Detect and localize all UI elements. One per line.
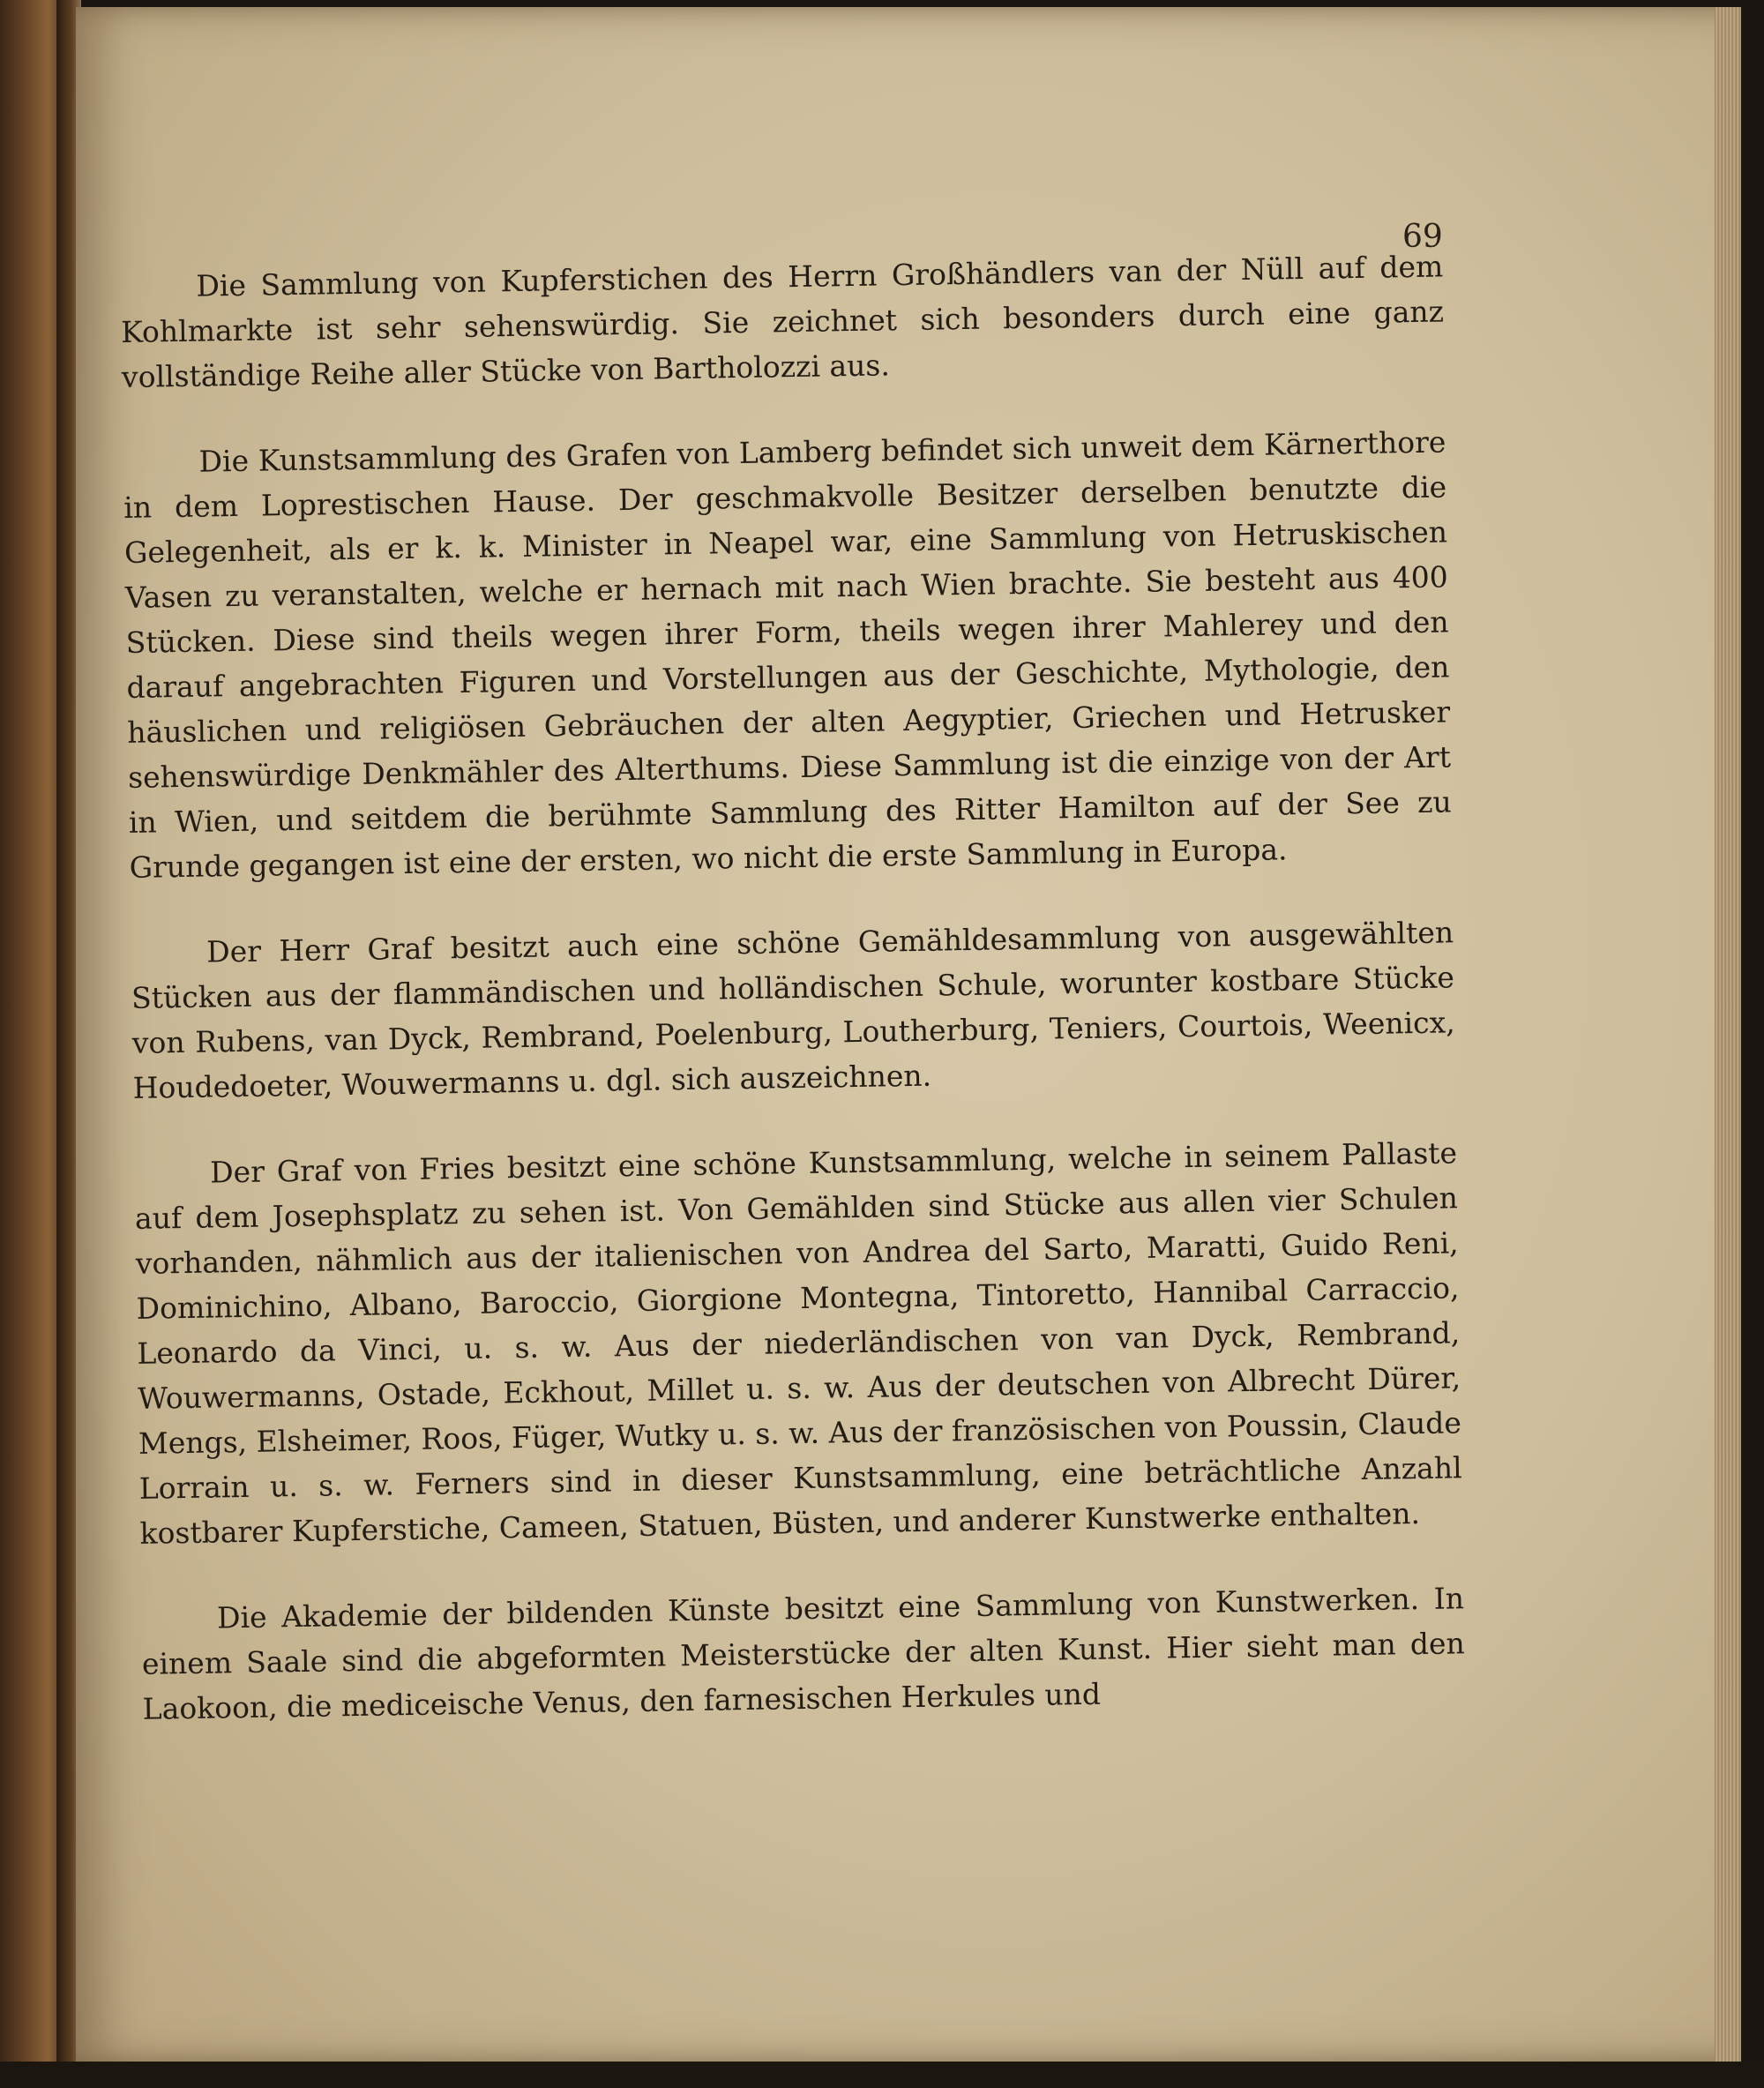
paragraph-lamberg-collection: Die Kunstsammlung des Grafen von Lamberg befindet sich unweit dem Kärnerthore in dem Loprestischen Hause. Der geschmakvolle Besitzer derselben benutzte die Gelegenheit, als er k. k. Minister in Neapel war, eine Sammlung von Hetruskischen Vasen zu veranstalten, welche er hernach mit nach Wien brachte. Sie besteht aus 400 Stücken. Diese sind theils wegen ihrer Form, theils wegen ihrer Mahlerey und den darauf angebrachten Figuren und Vorstellungen aus der Geschichte, Mythologie, den häuslichen und religiösen Gebräuchen der alten Aegyptier, Griechen und Hetrusker sehenswürdige Denkmähler des Alterthums. Diese Sammlung ist die einzige von der Art in Wien, und seitdem die berühmte Sammlung des Ritter Hamilton auf der See zu Grunde gegangen ist eine der ersten, wo nicht die erste Sammlung in Europa. (123, 424, 1453, 885)
paragraph-academy: Die Akademie der bildenden Künste besitzt eine Sammlung von Kunstwerken. In einem Saale sind die abgeformten Meisterstücke der alten Kunst. Hier sieht man den Laokoon, die mediceische Venus, den farnesischen Herkules und (141, 1581, 1466, 1726)
page-number: 69 (1402, 219, 1443, 255)
page-edges (1715, 7, 1741, 2062)
paragraph-fries-collection: Der Graf von Fries besitzt eine schöne Kunstsammlung, welche in seinem Pallaste auf dem Josephsplatz zu sehen ist. Von Gemählden sind Stücke aus allen vier Schulen vorhanden, nähmlich aus der italienischen von Andrea del Sarto, Maratti, Guido Reni, Dominichino, Albano, Baroccio, Giorgione Montegna, Tintoretto, Hannibal Carraccio, Leonardo da Vinci, u. s. w. Aus der niederländischen von van Dyck, Rembrand, Wouwermanns, Ostade, Eckhout, Millet u. s. w. Aus der deutschen von Albrecht Dürer, Mengs, Elsheimer, Roos, Füger, Wutky u. s. w. Aus der französischen von Poussin, Claude Lorrain u. s. w. Ferners sind in dieser Kunstsammlung, eine beträchtliche Anzahl kostbarer Kupferstiche, Cameen, Statuen, Büsten, und anderer Kunstwerke enthalten. (134, 1135, 1462, 1551)
scan-frame-bottom (0, 2062, 1764, 2088)
paragraph-lamberg-paintings: Der Herr Graf besitzt auch eine schöne Gemähldesammlung von ausgewählten Stücken aus der flammändischen und holländischen Schule, worunter kostbare Stücke von Rubens, van Dyck, Rembrand, Poelenburg, Loutherburg, Teniers, Courtois, Weenicx, Houdedoeter, Wouwermanns u. dgl. sich auszeichnen. (131, 915, 1455, 1105)
paragraph-van-der-null: Die Sammlung von Kupferstichen des Herrn Großhändlers van der Nüll auf dem Kohlmarkte ist sehr sehenswürdig. Sie zeichnet sich besonders durch eine ganz vollständige Reihe aller Stücke von Bartholozzi aus. (120, 249, 1445, 394)
page-text (120, 243, 1467, 1771)
